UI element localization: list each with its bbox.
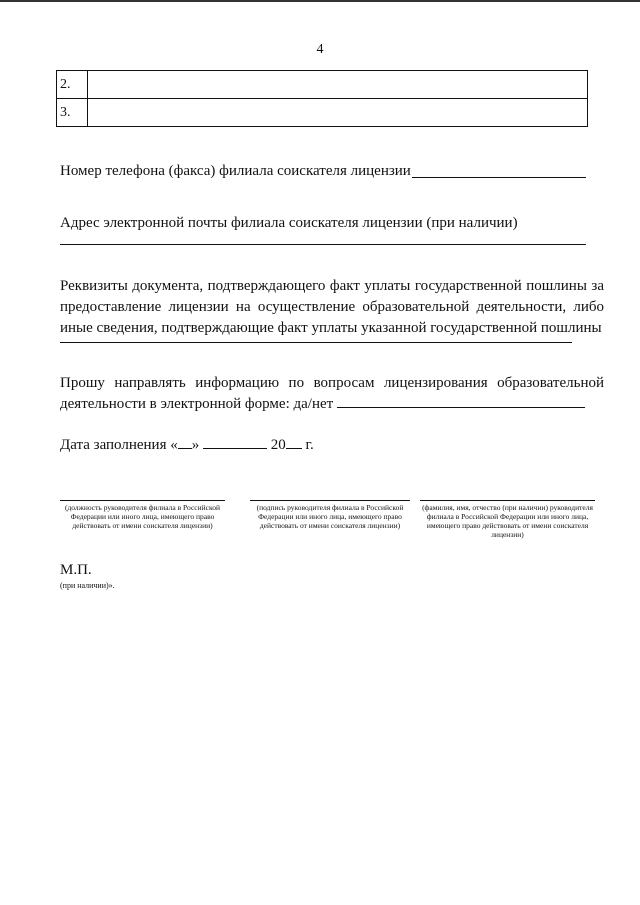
signature-position-block [60, 500, 225, 530]
position-caption: (должность руководителя филиала в Российской Федерации или иного лица, имеющего право действовать от имени соискателя лицензии) [64, 503, 221, 530]
full-name-line[interactable] [420, 500, 595, 501]
full-name-caption: (фамилия, имя, отчество (при наличии) руководителя филиала в Российской Федерации или иного лица, имеющего право действовать от имени соискателя лицензии) [422, 503, 593, 539]
email-field[interactable] [60, 244, 586, 245]
signature-line[interactable] [250, 500, 410, 501]
table-row [57, 99, 588, 127]
row-value[interactable] [88, 99, 588, 127]
electronic-request [60, 373, 604, 415]
signature-caption: (подпись руководителя филиала в Российской Федерации или иного лица, имеющего право действовать от имени соискателя лицензии) [256, 503, 404, 530]
row-number: 3. [57, 99, 88, 127]
signature-name-block [420, 500, 595, 539]
date-prefix: Дата заполнения « [60, 437, 178, 453]
request-line-2-label: деятельности в электронной форме: да/нет [60, 396, 334, 412]
position-line[interactable] [60, 500, 225, 501]
page-number: 4 [316, 42, 324, 57]
date-year-prefix: 20 [270, 437, 286, 453]
items-table [56, 70, 588, 127]
request-line-1: Прошу направлять информацию по вопросам лицензирования образовательной [60, 375, 604, 391]
fill-date [60, 436, 314, 455]
payment-details-field[interactable] [60, 342, 572, 343]
row-number: 2. [57, 71, 88, 99]
phone-label: Номер телефона (факса) филиала соискателя лицензии [60, 163, 411, 179]
table-row [57, 71, 588, 99]
stamp-label: М.П. [60, 562, 92, 578]
page-top-border [0, 0, 640, 2]
date-month-field[interactable] [203, 436, 267, 449]
email-label: Адрес электронной почты филиала соискателя лицензии (при наличии) [60, 215, 518, 231]
date-mid: » [191, 437, 200, 453]
date-suffix: г. [305, 437, 314, 453]
yes-no-field[interactable] [337, 395, 585, 408]
stamp-note: (при наличии)». [60, 581, 115, 590]
row-value[interactable] [88, 71, 588, 99]
date-year-field[interactable] [286, 436, 302, 449]
date-day-field[interactable] [178, 436, 192, 449]
payment-details-label: Реквизиты документа, подтверждающего факт уплаты государственной пошлины за предоставление лицензии на осуществление образовательной деятельности, либо иные сведения, подтверждающие факт уплаты указанной государственной пошлины [60, 278, 604, 336]
request-line-2 [60, 394, 604, 415]
signature-sign-block [250, 500, 410, 530]
phone-field[interactable] [412, 177, 586, 178]
